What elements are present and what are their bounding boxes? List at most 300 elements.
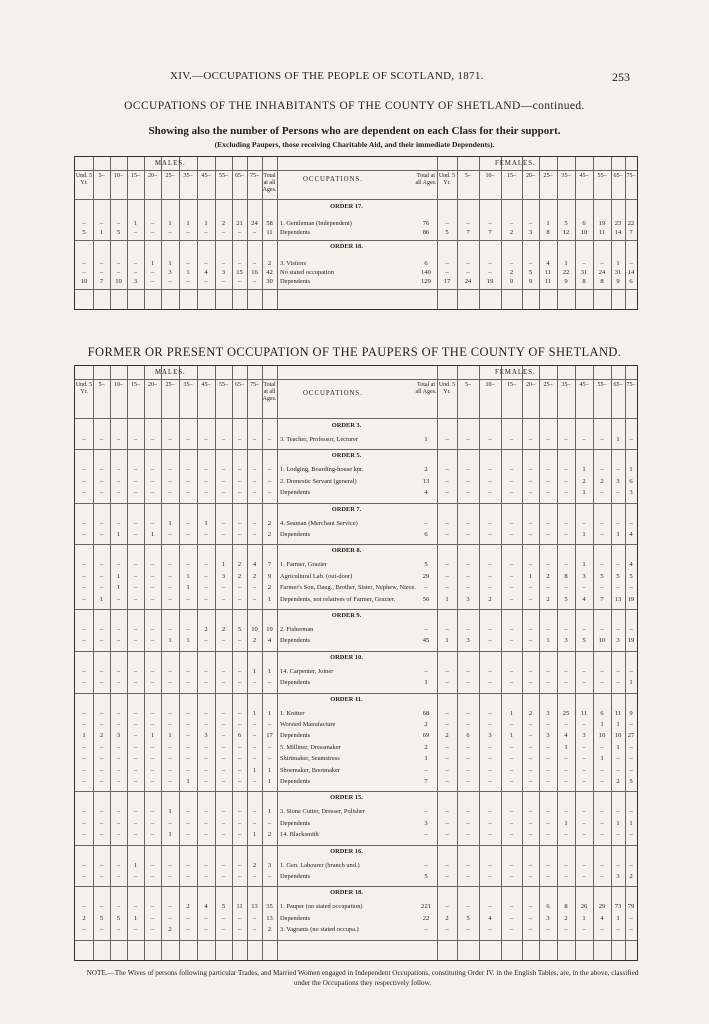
female-value: – [445,679,449,687]
male-value: – [252,732,257,740]
female-value: – [445,831,449,839]
female-value: – [445,626,449,633]
male-value: 1 [116,531,121,538]
female-value: – [528,489,533,497]
male-value: – [221,595,226,603]
female-value: – [582,755,586,763]
male-value: – [133,709,138,717]
male-value: – [237,466,242,474]
male-value: – [150,519,155,527]
male-value: – [267,743,272,751]
male-value: – [221,637,226,645]
male-value: – [204,743,208,751]
table2-title: FORMER OR PRESENT OCCUPATION OF THE PAUPERS OF THE COUNTY OF SHETLAND. [87,345,622,359]
occupation-label: Agricultural Lab. (out-door) [280,572,353,580]
occupation-label: 3. Stone Cutter, Dresser, Polisher [280,808,365,816]
male-value: – [186,755,190,763]
female-age-header: Und. 5 Yr. [438,173,456,186]
male-value: – [267,819,272,827]
male-value: – [168,819,172,827]
male-value: – [267,436,272,443]
female-value: 73 [614,903,622,911]
female-value: 6 [600,709,604,717]
male-value: – [150,595,155,603]
female-value: 5 [629,778,633,785]
female-value: 24 [598,269,606,276]
female-value: – [488,637,492,645]
occupation-label: No stated occupation [280,269,334,276]
male-value: 35 [266,903,273,911]
male-value: – [237,926,242,934]
female-age-header: 5– [465,173,471,179]
male-value: – [99,819,104,827]
male-value: 2 [221,626,226,633]
female-value: 14 [627,269,635,276]
female-value: 5 [582,637,586,645]
female-value: – [509,477,514,485]
male-age-header: 25– [165,382,175,388]
female-value: – [546,819,550,827]
occupation-label: 2. Domestic Servant (general) [280,477,357,485]
female-value: 6 [546,903,550,911]
male-value: – [133,637,138,645]
male-value: – [237,808,242,816]
female-value: – [546,861,550,869]
male-value: – [186,721,190,728]
male-value: – [221,808,226,816]
grid-line [539,366,540,960]
female-value: – [629,914,633,922]
male-value: 2 [186,903,190,911]
male-value: – [221,778,226,785]
male-value: – [204,595,208,603]
female-value: 11 [544,278,552,285]
male-value: – [204,926,208,934]
male-value: 2 [221,220,226,227]
female-value: – [629,861,633,869]
female-value: – [466,766,470,774]
female-value: 11 [580,709,588,717]
female-value: 2 [546,595,550,603]
female-value: 19 [627,637,635,645]
female-value: – [528,914,533,922]
male-value: – [99,831,104,839]
female-value: 5 [600,572,604,580]
male-value: – [237,721,242,728]
male-value: – [237,778,242,785]
male-value: 1 [168,519,172,527]
male-value: 1 [168,260,172,267]
female-value: – [488,531,492,538]
female-value: – [582,766,586,774]
female-value: 6 [424,531,428,538]
male-value: – [82,489,86,497]
female-value: 1 [629,679,633,687]
male-value: – [252,755,257,763]
female-value: 10 [614,732,622,740]
male-value: 1 [186,220,190,227]
female-value: – [600,667,604,675]
female-value: 1 [616,819,620,827]
male-value: – [237,584,242,592]
female-value: 1 [424,755,428,763]
female-value: – [629,926,633,934]
female-value: 2 [424,721,428,728]
male-value: – [221,260,226,267]
male-value: 7 [99,278,104,285]
female-value: – [466,531,470,538]
male-value: – [186,743,190,751]
female-value: – [582,831,586,839]
table2-frame [74,365,638,961]
male-value: – [252,743,257,751]
female-value: 6 [629,278,633,285]
male-value: 3 [168,269,172,276]
female-value: – [509,819,514,827]
male-value: 1 [99,229,104,236]
male-age-header: 5– [98,173,105,179]
female-value: – [546,477,550,485]
male-value: – [150,278,155,285]
female-value: – [445,466,449,474]
female-value: 23 [614,220,622,227]
male-age-header: 55– [219,382,228,388]
male-value: – [116,269,121,276]
female-value: 1 [616,260,620,267]
section-rule [75,609,637,610]
male-value: – [82,861,86,869]
female-value: – [488,873,492,880]
order-heading: ORDER 18. [330,889,363,897]
female-value: – [616,861,620,869]
female-value: – [466,626,470,633]
occupation-label: Dependents [280,489,311,497]
male-value: – [133,819,138,827]
male-value: – [252,808,257,816]
male-value: 2 [99,732,104,740]
male-value: – [237,637,242,645]
male-value: 13 [251,903,258,911]
male-value: 4 [252,561,257,569]
male-value: – [150,220,155,227]
female-value: 2 [424,466,428,474]
male-value: – [237,229,242,236]
male-value: – [186,732,190,740]
male-value: – [99,260,104,267]
male-value: – [99,709,104,717]
female-value: 56 [422,595,430,603]
order-heading: ORDER 16. [330,847,363,855]
female-value: – [546,808,550,816]
female-value: – [424,766,428,774]
male-value: – [252,477,257,485]
male-value: – [150,679,155,687]
male-value: – [221,732,226,740]
female-value: – [546,436,550,443]
female-value: 1 [564,260,568,267]
male-value: – [82,584,86,592]
female-value: – [616,808,620,816]
female-value: 1 [564,743,568,751]
male-value: – [204,572,208,580]
female-value: – [466,572,470,580]
male-value: – [99,466,104,474]
female-value: 2 [488,595,492,603]
order-heading: ORDER 9. [331,612,362,619]
male-value: – [133,269,138,276]
female-value: 1 [616,531,620,538]
female-value: – [546,721,550,728]
female-value: – [466,873,470,880]
male-value: 1 [186,269,190,276]
female-value: – [528,755,533,763]
female-value: – [509,572,514,580]
male-value: – [186,626,190,633]
female-value: 25 [562,709,570,717]
occupation-label: 4. Seaman (Merchant Service) [280,519,358,527]
female-value: 13 [614,595,622,603]
female-value: – [424,584,428,592]
occupation-label: Shirtmaker, Seamstress [280,755,340,763]
male-value: – [204,819,208,827]
female-value: – [466,436,470,443]
female-value: – [564,766,568,774]
male-value: – [116,743,121,751]
female-value: – [582,667,586,675]
female-value: – [528,766,533,774]
male-value: – [168,709,172,717]
female-value: – [445,477,449,485]
male-value: – [168,466,172,474]
female-age-header: 20– [526,173,535,179]
female-age-header: 5– [465,382,471,388]
occupation-label: Dependents [280,819,311,827]
male-value: 5 [221,903,226,911]
male-value: 2 [267,260,272,267]
male-value: – [168,572,172,580]
male-value: – [82,721,86,728]
male-value: 1 [150,260,155,267]
male-value: – [267,721,272,728]
male-value: – [82,519,86,527]
female-value: 17 [443,278,451,285]
male-value: – [168,626,172,633]
female-value: 31 [614,269,622,276]
male-value: 1 [267,667,272,675]
female-value: 9 [528,278,533,285]
male-value: – [237,595,242,603]
male-value: 1 [150,732,155,740]
female-value: 5 [424,561,428,569]
male-value: – [116,260,121,267]
female-value: – [528,808,533,816]
male-value: – [82,572,86,580]
male-value: – [82,531,86,538]
grid-line [277,157,278,309]
table1-frame [74,156,638,310]
male-value: – [168,436,172,443]
female-value: – [582,778,586,785]
male-value: 9 [267,572,272,580]
female-value: – [466,903,470,911]
female-value: – [564,926,568,934]
female-value: – [546,873,550,880]
section-rule [75,886,637,887]
female-value: – [616,755,620,763]
male-value: – [150,572,155,580]
female-value: – [600,531,604,538]
male-value: 3 [221,269,226,276]
female-value: – [546,531,550,538]
female-value: – [509,595,514,603]
male-value: – [252,595,257,603]
male-value: 1 [186,584,190,592]
female-value: – [629,436,633,443]
female-value: – [445,584,449,592]
male-value: – [116,466,121,474]
female-value: 10 [598,637,606,645]
male-value: – [99,926,104,934]
female-value: – [600,766,604,774]
male-value: 30 [266,278,273,285]
male-value: – [133,667,138,675]
male-value: – [133,531,138,538]
female-value: – [564,679,568,687]
male-value: – [168,679,172,687]
female-value: 11 [614,709,622,717]
female-value: 3 [546,709,550,717]
male-value: 21 [236,220,243,227]
female-value: – [488,808,492,816]
female-value: 3 [466,637,470,645]
occupation-label: Worsted Manufacture [280,721,336,728]
female-value: 3 [546,914,550,922]
male-value: – [82,766,86,774]
male-value: 5 [99,914,104,922]
male-value: – [252,926,257,934]
female-value: 1 [582,466,586,474]
female-value: 9 [616,278,620,285]
male-value: – [150,489,155,497]
female-value: – [488,766,492,774]
female-value: – [488,519,492,527]
female-value: – [445,531,449,538]
female-value: – [488,667,492,675]
female-age-header: 35– [561,173,571,179]
occupation-label: Dependents [280,778,311,785]
male-value: – [82,755,86,763]
male-value: – [133,755,138,763]
female-value: – [509,626,514,633]
female-value: 4 [488,914,492,922]
male-value: – [168,778,172,785]
male-value: – [204,278,208,285]
male-value: – [150,903,155,911]
male-value: – [237,278,242,285]
male-value: – [82,709,86,717]
male-value: – [267,466,272,474]
grid-line [575,366,576,960]
male-value: – [150,626,155,633]
male-value: 1 [99,595,104,603]
male-value: – [186,466,190,474]
female-age-header: 35– [561,382,571,388]
male-value: – [237,755,242,763]
female-value: – [509,778,514,785]
male-age-header: 75– [250,382,259,388]
male-value: 6 [237,732,242,740]
page-number: 253 [612,70,630,84]
female-value: 8 [564,903,568,911]
male-value: – [99,561,104,569]
male-value: – [82,220,86,227]
occupation-label: Dependents [280,732,311,740]
male-value: – [252,278,257,285]
male-value: – [82,679,86,687]
male-value: 4 [204,269,208,276]
female-value: – [509,220,514,227]
female-value: 4 [629,531,633,538]
male-value: – [267,489,272,497]
female-value: – [466,808,470,816]
female-age-header: 25– [543,382,553,388]
female-value: – [582,584,586,592]
male-value: 15 [236,269,243,276]
female-value: – [600,260,604,267]
female-value: – [600,679,604,687]
female-age-header: 75– [626,173,636,179]
female-value: – [564,584,568,592]
male-value: – [168,755,172,763]
female-value: – [528,637,533,645]
female-value: 2 [582,477,586,485]
male-value: – [133,873,138,880]
female-value: 6 [466,732,470,740]
female-value: – [564,831,568,839]
male-value: 1 [221,561,226,569]
grid-line [144,366,145,960]
male-value: – [252,531,257,538]
occupation-label: Dependents [280,637,311,645]
female-value: – [546,489,550,497]
female-value: – [488,489,492,497]
male-value: – [168,743,172,751]
female-value: – [445,260,449,267]
female-value: – [629,260,633,267]
female-value: – [600,778,604,785]
female-value: – [466,926,470,934]
male-value: – [116,477,121,485]
male-value: – [237,436,242,443]
male-value: – [204,914,208,922]
grid-line [262,366,263,960]
male-value: – [168,595,172,603]
female-value: – [528,477,533,485]
male-value: – [150,721,155,728]
female-value: – [424,519,428,527]
male-value: – [133,260,138,267]
female-value: – [582,721,586,728]
male-value: – [82,743,86,751]
male-value: – [116,637,121,645]
female-value: – [600,819,604,827]
female-value: – [528,721,533,728]
female-value: 11 [598,229,606,236]
female-value: – [616,766,620,774]
occupation-label: Dependents [280,873,311,880]
male-value: – [99,778,104,785]
female-value: 1 [546,637,550,645]
